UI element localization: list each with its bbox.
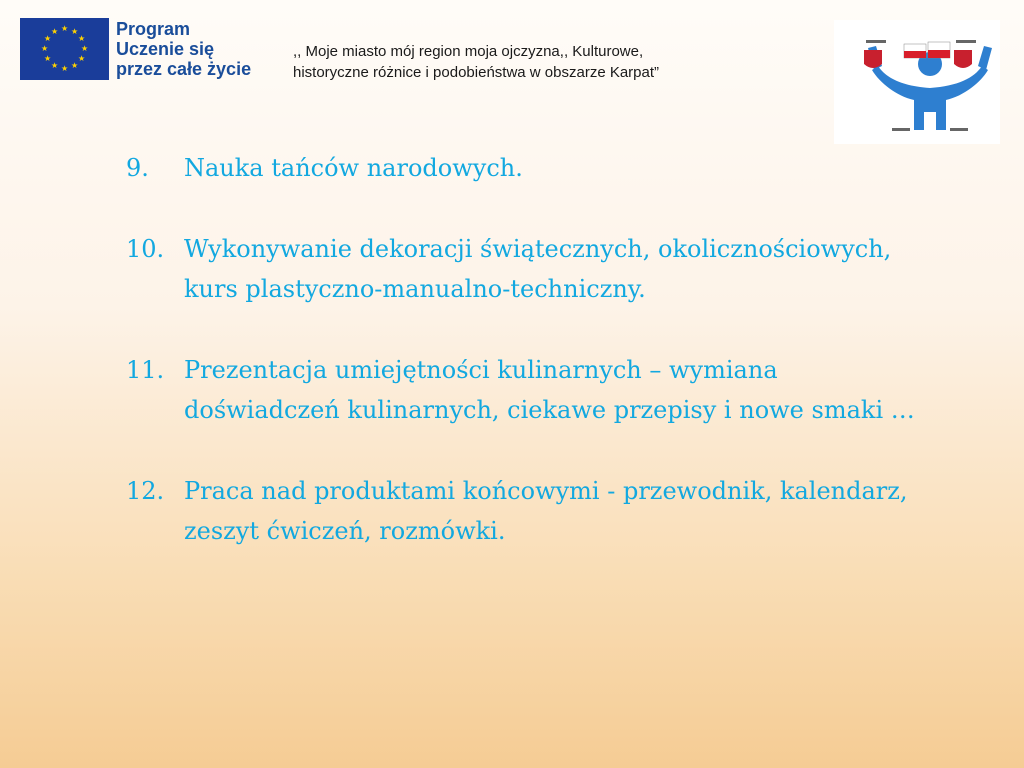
item-text: Wykonywanie dekoracji świątecznych, okolicznościowych, kurs plastyczno-manualno-techniczny. bbox=[184, 234, 892, 303]
list-item bbox=[126, 350, 926, 431]
item-number: 10. bbox=[126, 234, 165, 263]
list-item bbox=[126, 148, 926, 189]
item-text: Praca nad produktami końcowymi - przewodnik, kalendarz, zeszyt ćwiczeń, rozmówki. bbox=[184, 476, 908, 545]
list-item bbox=[126, 229, 926, 310]
list-item bbox=[126, 471, 926, 552]
eu-lifelong-learning-logo bbox=[20, 18, 251, 80]
eu-flag-icon: ★ ★ ★ ★ ★ ★ ★ ★ ★ ★ ★ ★ bbox=[20, 18, 109, 80]
project-title-line1: ,, Moje miasto mój region moja ojczyzna,, Kulturowe, bbox=[293, 43, 644, 60]
eu-logo-text: Program Uczenie się przez całe życie bbox=[116, 19, 252, 79]
project-title-line2: historyczne różnice i podobieństwa w obszarze Karpat” bbox=[293, 64, 660, 81]
activity-list bbox=[126, 148, 926, 592]
item-text: Prezentacja umiejętności kulinarnych – wymiana doświadczeń kulinarnych, ciekawe przepisy i nowe smaki … bbox=[184, 355, 915, 424]
project-title bbox=[293, 41, 659, 83]
item-text: Nauka tańców narodowych. bbox=[184, 154, 523, 182]
item-number: 11. bbox=[126, 355, 165, 384]
partner-logo bbox=[834, 20, 1000, 144]
partnership-figure-icon bbox=[834, 20, 1000, 144]
item-number: 9. bbox=[126, 154, 149, 182]
item-number: 12. bbox=[126, 476, 165, 505]
